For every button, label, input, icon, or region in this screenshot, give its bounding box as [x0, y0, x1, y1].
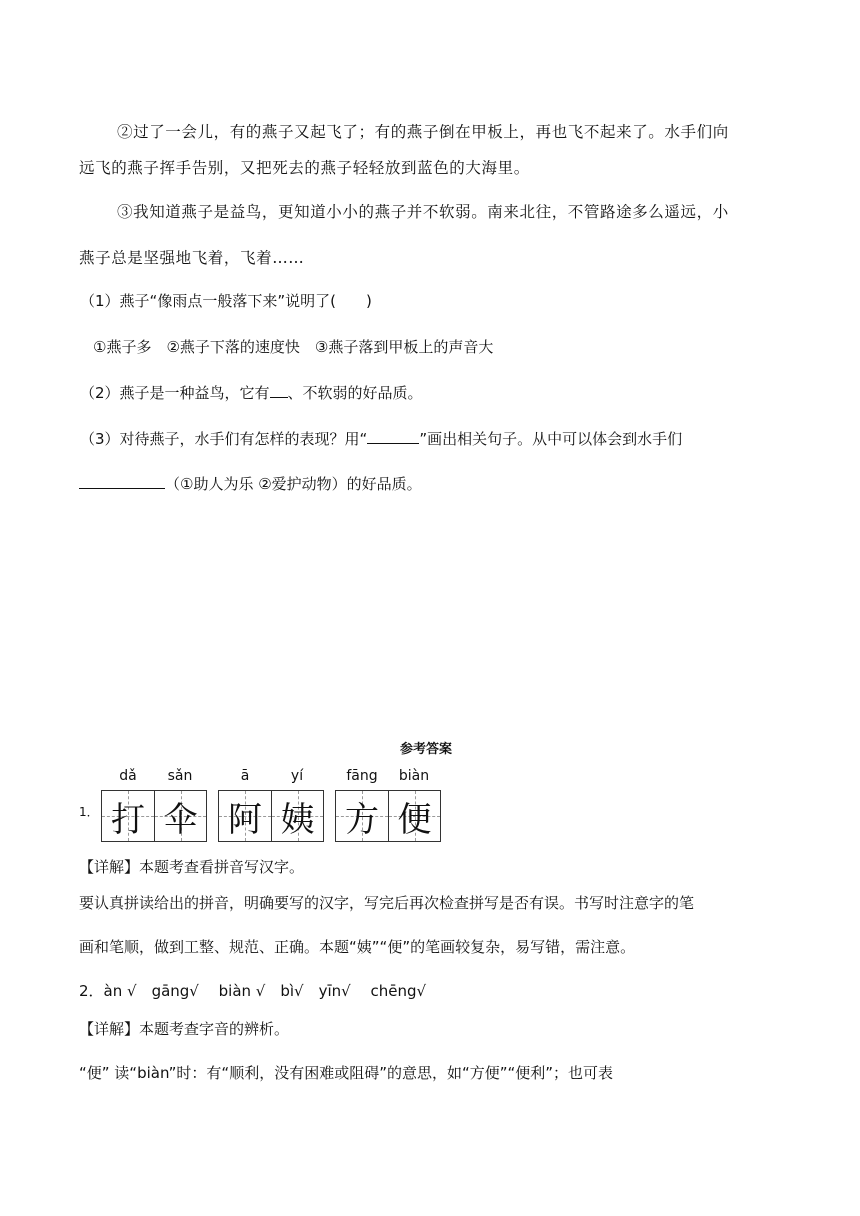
question-3-part-c: （①助人为乐 ②爱护动物）的好品质。 [165, 475, 422, 493]
grid-cell [388, 791, 440, 841]
answers-title: 参考答案 [400, 742, 453, 757]
grid-cell [154, 791, 206, 841]
passage-p3-line2: 燕子总是坚强地飞着，飞着…… [79, 249, 305, 267]
answer-1-explanation-line1: 要认真拼读给出的拼音，明确要写的汉字，写完后再次检查拼写是否有误。书写时注意字的笔 [79, 894, 695, 912]
grid-cell [336, 791, 388, 841]
char-fang: 方 [345, 799, 379, 840]
pinyin-da: dǎ [119, 768, 137, 784]
answer-1-explanation-line2: 画和笔顺，做到工整、规范、正确。本题“姨”“便”的笔画较复杂，易写错，需注意。 [79, 938, 636, 956]
passage-p2-line2: 远飞的燕子挥手告别，又把死去的燕子轻轻放到蓝色的大海里。 [79, 159, 530, 177]
writing-grid-word-3 [335, 790, 441, 842]
grid-cell [271, 791, 323, 841]
answer-1-detail: 【详解】本题考查看拼音写汉字。 [79, 858, 305, 876]
writing-grid-word-2 [218, 790, 324, 842]
question-3-part-a: （3）对待燕子，水手们有怎样的表现？用“ [80, 430, 368, 448]
question-3-underline-sample [367, 429, 419, 444]
answer-2-detail: 【详解】本题考查字音的辨析。 [79, 1020, 290, 1038]
question-2-prefix: （2）燕子是一种益鸟，它有 [80, 384, 270, 402]
pinyin-san: sǎn [167, 768, 193, 784]
char-san: 伞 [163, 799, 198, 840]
question-3-blank[interactable] [79, 474, 165, 489]
grid-cell [102, 791, 154, 841]
question-2-blank[interactable] [270, 383, 288, 398]
question-2-suffix: 、不软弱的好品质。 [287, 384, 423, 402]
passage-p3-line1: ③我知道燕子是益鸟，更知道小小的燕子并不软弱。南来北往，不管路途多么遥远，小 [117, 203, 729, 221]
question-3-line2 [79, 473, 422, 494]
char-a: 阿 [228, 799, 262, 840]
pinyin-bian: biàn [398, 768, 430, 784]
pinyin-fang: fāng [346, 768, 378, 784]
answer-1-number: 1． [79, 805, 99, 819]
question-1-options: ①燕子多 ②燕子下落的速度快 ③燕子落到甲板上的声音大 [93, 338, 494, 356]
pinyin-yi: yí [290, 768, 304, 784]
writing-grid-word-1 [101, 790, 207, 842]
char-yi: 姨 [280, 799, 315, 840]
question-1-stem: （1）燕子“像雨点一般落下来”说明了( ) [80, 292, 372, 310]
char-da: 打 [111, 799, 145, 840]
answer-2-line: 2．àn √ gāng√ biàn √ bì√ yīn√ chēng√ [79, 982, 427, 1000]
question-3-part-b: ”画出相关句子。从中可以体会到水手们 [419, 430, 683, 448]
question-3 [80, 428, 682, 449]
pinyin-a: ā [240, 768, 250, 784]
question-2 [80, 382, 423, 403]
passage-p2-line1: ②过了一会儿，有的燕子又起飞了；有的燕子倒在甲板上，再也飞不起来了。水手们向 [117, 123, 729, 141]
char-bian: 便 [397, 799, 432, 840]
grid-cell [219, 791, 271, 841]
answer-2-explanation-line1: “便” 读“biàn”时：有“顺利，没有困难或阻碍”的意思，如“方便”“便利”；也可表 [79, 1064, 614, 1082]
